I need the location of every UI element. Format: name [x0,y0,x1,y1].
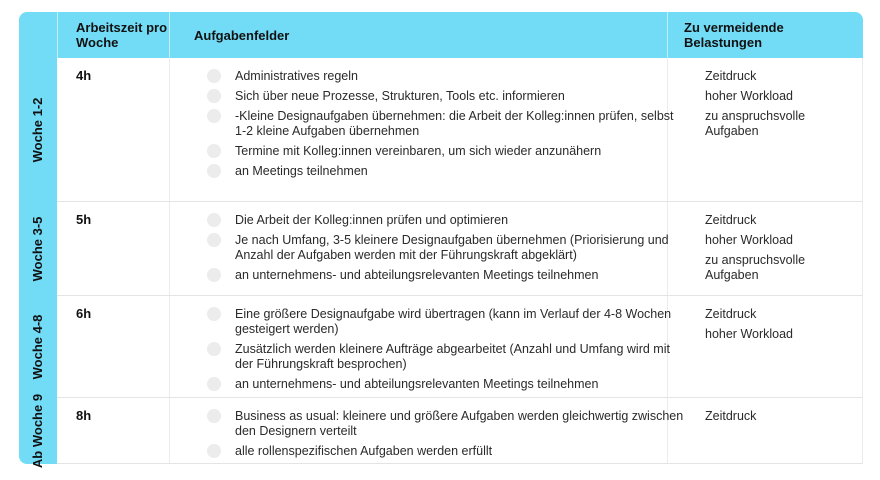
table-row [57,58,863,202]
list-item: Zusätzlich werden kleinere Aufträge abgearbeitet (Anzahl und Umfang wird mit der Führungskraft besprochen) [207,342,687,372]
list-item: Eine größere Designaufgabe wird übertragen (kann im Verlauf der 4-8 Wochen gesteigert werden) [207,307,687,337]
bullet-icon [207,213,221,227]
list-item: Je nach Umfang, 3-5 kleinere Designaufgaben übernehmen (Priorisierung und Anzahl der Aufgaben werden mit der Führungskraft abgeklärt) [207,233,687,263]
task-list [207,409,687,464]
table-row [57,296,863,398]
header-belastungen: Zu vermeidende Belastungen [684,20,784,50]
list-item: Die Arbeit der Kolleg:innen prüfen und optimieren [207,213,687,228]
load-list [705,213,855,288]
list-item: an Meetings teilnehmen [207,164,687,179]
load-item: hoher Workload [705,327,794,341]
list-item: Termine mit Kolleg:innen vereinbaren, um sich wieder anzunähern [207,144,687,159]
table-header [19,12,863,58]
list-item: alle rollenspezifischen Aufgaben werden erfüllt [207,444,687,459]
load-list [705,69,855,144]
bullet-icon [207,69,221,83]
load-item: hoher Workload [705,233,794,247]
list-item: Administratives regeln [207,69,687,84]
bullet-icon [207,164,221,178]
task-list [207,307,687,397]
list-item: an unternehmens- und abteilungsrelevanten Meetings teilnehmen [207,268,687,283]
bullet-icon [207,233,221,247]
load-item: Zeitdruck [705,69,757,83]
week-label: Woche 3-5 [30,216,45,282]
load-item: Zeitdruck [705,409,757,423]
load-item: hoher Workload [705,89,794,103]
bullet-icon [207,409,221,423]
load-item: zu anspruchsvolle Aufgaben [705,253,806,282]
bullet-icon [207,109,221,123]
load-item: Zeitdruck [705,307,757,321]
list-item: an unternehmens- und abteilungsrelevanten Meetings teilnehmen [207,377,687,392]
load-item: zu anspruchsvolle Aufgaben [705,109,806,138]
week-label: Ab Woche 9 [30,393,45,469]
bullet-icon [207,444,221,458]
load-list [705,307,855,347]
bullet-icon [207,144,221,158]
week-label-cell [19,393,57,469]
hours: 6h [76,306,92,321]
week-label: Woche 1-2 [30,97,45,163]
bullet-icon [207,307,221,321]
list-item: -Kleine Designaufgaben übernehmen: die Arbeit der Kolleg:innen prüfen, selbst 1-2 kleine Aufgaben übernehmen [207,109,687,139]
onboarding-table [19,12,863,469]
bullet-icon [207,89,221,103]
list-item: Sich über neue Prozesse, Strukturen, Tools etc. informieren [207,89,687,104]
week-label-cell [19,58,57,202]
hours: 5h [76,212,92,227]
header-aufgabenfelder: Aufgabenfelder [194,28,290,43]
week-label-cell [19,202,57,296]
bullet-icon [207,342,221,356]
week-label: Woche 4-8 [30,314,45,380]
load-item: Zeitdruck [705,213,757,227]
week-label-cell [19,296,57,398]
hours: 4h [76,68,92,83]
task-list [207,69,687,184]
load-list [705,409,855,429]
bullet-icon [207,268,221,282]
task-list [207,213,687,288]
list-item: Business as usual: kleinere und größere Aufgaben werden gleichwertig zwischen den Designern verteilt [207,409,687,439]
table-row [57,202,863,296]
header-arbeitszeit: Arbeitszeit pro Woche [76,20,168,50]
bullet-icon [207,377,221,391]
hours: 8h [76,408,92,423]
table-row [57,398,863,464]
